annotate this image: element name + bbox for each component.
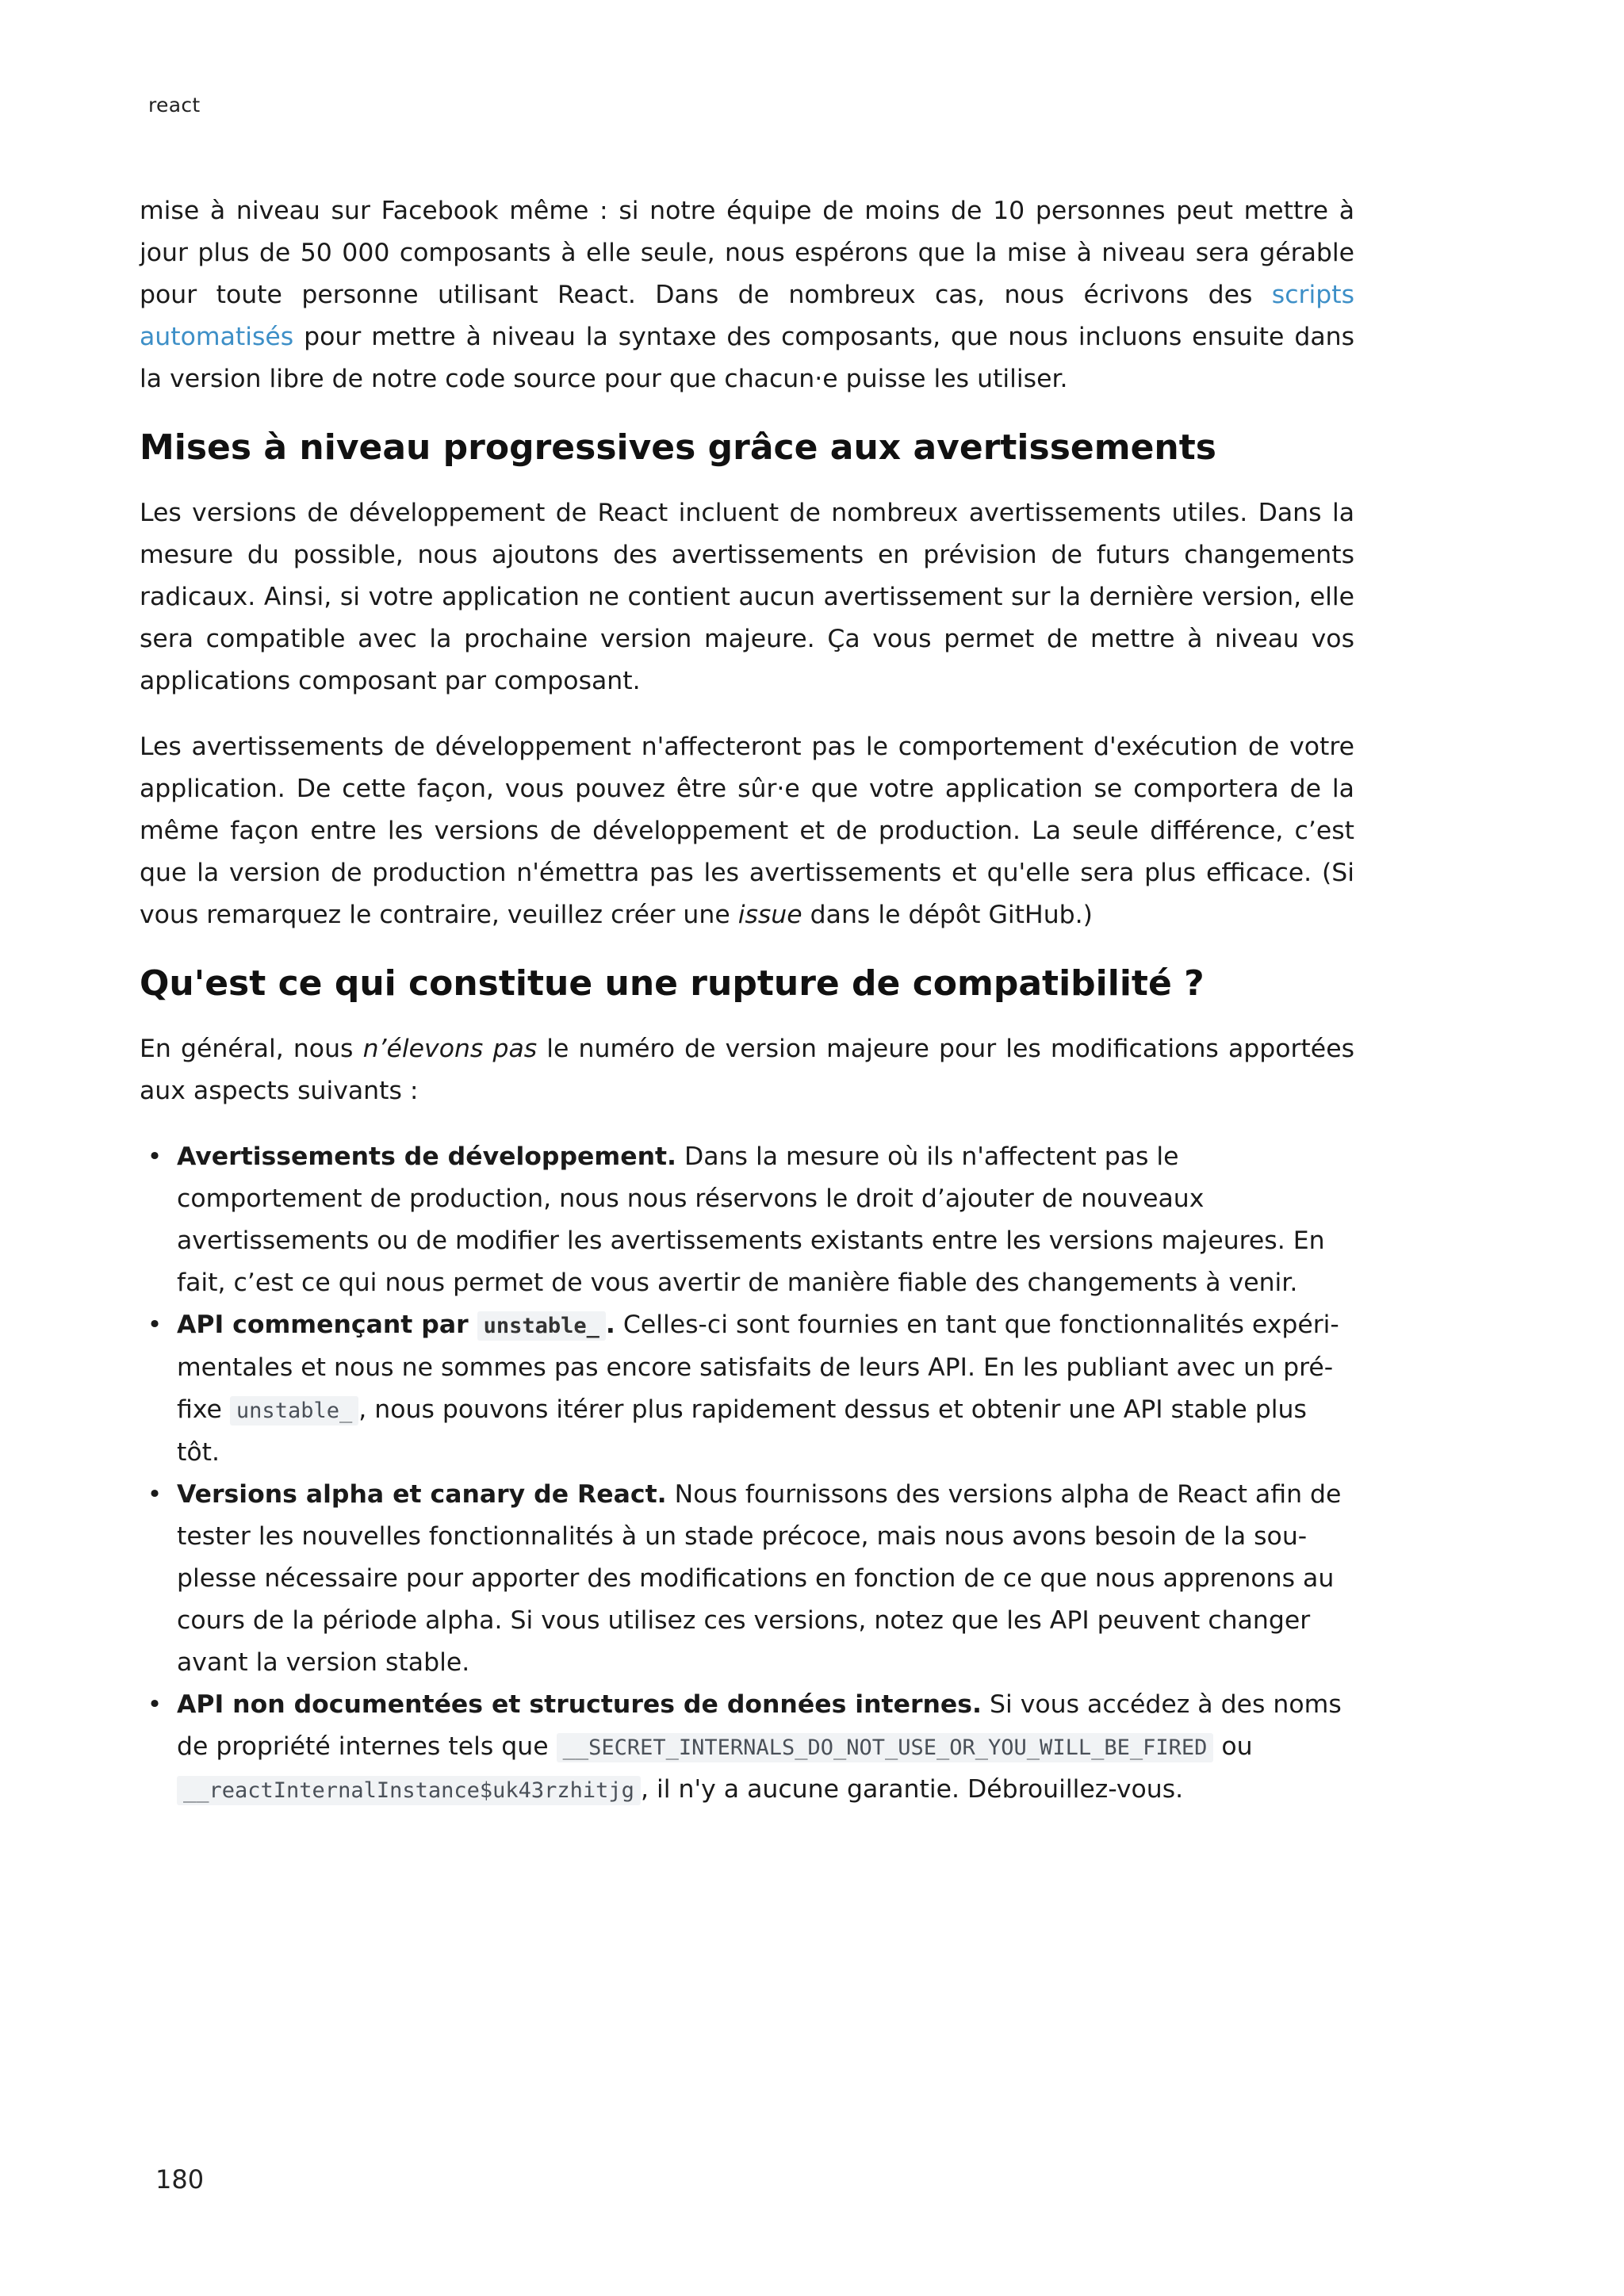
- page-number: 180: [155, 2164, 205, 2195]
- intro-text-end: le numéro de version majeure pour les modifications apportées aux aspects suivants :: [140, 1035, 1354, 1105]
- warnings-paragraph: Les versions de développement de React incluent de nombreux avertissements utiles. Dans la mesure du possible, nous ajoutons des avertissements en prévision de futurs changements radicaux. Ainsi, si votre application ne contient aucun avertissement sur la dernière version, elle sera compatible avec la prochaine version majeure. Ça vous permet de mettre à niveau vos applications composant par composant.: [140, 499, 1354, 695]
- item-title: Avertissements de développement.: [177, 1142, 677, 1171]
- inline-code: unstable_: [230, 1396, 358, 1425]
- exceptions-list: [140, 1136, 1354, 1812]
- bullet-icon: •: [147, 1142, 163, 1171]
- dev-warnings-text: Les avertissements de développement n'affecteront pas le comportement d'exécution de votre application. De cette façon, vous pouvez être sûr·e que votre application se comportera de la même façon entre les versions de développement et de production. La seule différence, c’est que la version de production n'émettra pas les avertissements et qu'elle sera plus efficace. (Si vous remarquez le contraire, veuillez créer une: [140, 733, 1354, 929]
- item-text: Celles-ci sont fournies en tant que fonctionnalités expérimentales et nous ne sommes pas encore satisfaits de leurs API. En les publiant avec un préfixe: [177, 1311, 1339, 1424]
- inline-code: unstable_: [477, 1311, 606, 1341]
- list-item: [140, 1474, 1354, 1684]
- bullet-icon: •: [147, 1311, 163, 1339]
- item-text: Nous fournissons des versions alpha de React afin de tester les nouvelles fonctionnalités à un stade précoce, mais nous avons besoin de la souplesse nécessaire pour apporter des modifications en fonction de ce que nous apprenons au cours de la période alpha. Si vous utilisez ces versions, notez que les API peuvent changer avant la version stable.: [177, 1480, 1342, 1677]
- inline-code: __SECRET_INTERNALS_DO_NOT_USE_OR_YOU_WILL_BE_FIRED: [557, 1733, 1214, 1762]
- inline-code: __reactInternalInstance$uk43rzhitjg: [177, 1776, 641, 1805]
- issue-emphasis: issue: [737, 901, 802, 929]
- page-content: [140, 190, 1354, 1812]
- item-title: Versions alpha et canary de React.: [177, 1480, 667, 1509]
- list-item: [140, 1136, 1354, 1304]
- intro-text: En général, nous: [140, 1035, 363, 1063]
- intro-text-end: pour mettre à niveau la syntaxe des composants, que nous incluons ensuite dans la version libre de notre code source pour que chacun·e puisse les utiliser.: [140, 323, 1354, 393]
- dev-warnings-text-end: dans le dépôt GitHub.): [802, 901, 1093, 929]
- item-text-end: , nous pouvons itérer plus rapidement dessus et obtenir une API stable plus tôt.: [177, 1395, 1307, 1467]
- list-item: [140, 1684, 1354, 1812]
- dev-warnings-paragraph: [140, 726, 1354, 936]
- bullet-icon: •: [147, 1690, 163, 1719]
- section-heading-progressive-upgrades: Mises à niveau progressives grâce aux avertissements: [140, 427, 1216, 468]
- list-item: [140, 1304, 1354, 1474]
- item-title: API non documentées et structures de données internes.: [177, 1690, 982, 1719]
- item-text: ou: [1213, 1732, 1253, 1761]
- breaking-changes-intro: [140, 1028, 1354, 1112]
- bullet-icon: •: [147, 1480, 163, 1509]
- item-text: Dans la mesure où ils n'affectent pas le comportement de production, nous nous réservons le droit d’ajouter de nouveaux avertissements ou de modifier les avertissements existants entre les versions majeures. En fait, c’est ce qui nous permet de vous avertir de manière fiable des changements à venir.: [177, 1142, 1325, 1297]
- emphasis: n’élevons pas: [362, 1035, 538, 1063]
- running-header: react: [148, 94, 201, 117]
- item-title: API commençant par: [177, 1311, 477, 1339]
- item-text-end: , il n'y a aucune garantie. Débrouillez-vous.: [640, 1775, 1184, 1804]
- intro-text: mise à niveau sur Facebook même : si notre équipe de moins de 10 personnes peut mettre à jour plus de 50 000 composants à elle seule, nous espérons que la mise à niveau sera gérable pour toute personne utilisant React. Dans de nombreux cas, nous écrivons des: [140, 197, 1354, 309]
- item-text: Si vous accédez à des noms de propriété internes tels que: [177, 1690, 1342, 1761]
- section-heading-breaking-changes: Qu'est ce qui constitue une rupture de compatibilité ?: [140, 963, 1205, 1004]
- scripts-automatises-link[interactable]: scripts automatisés: [140, 281, 1354, 351]
- intro-paragraph: [140, 190, 1354, 400]
- item-title-end: .: [605, 1311, 615, 1339]
